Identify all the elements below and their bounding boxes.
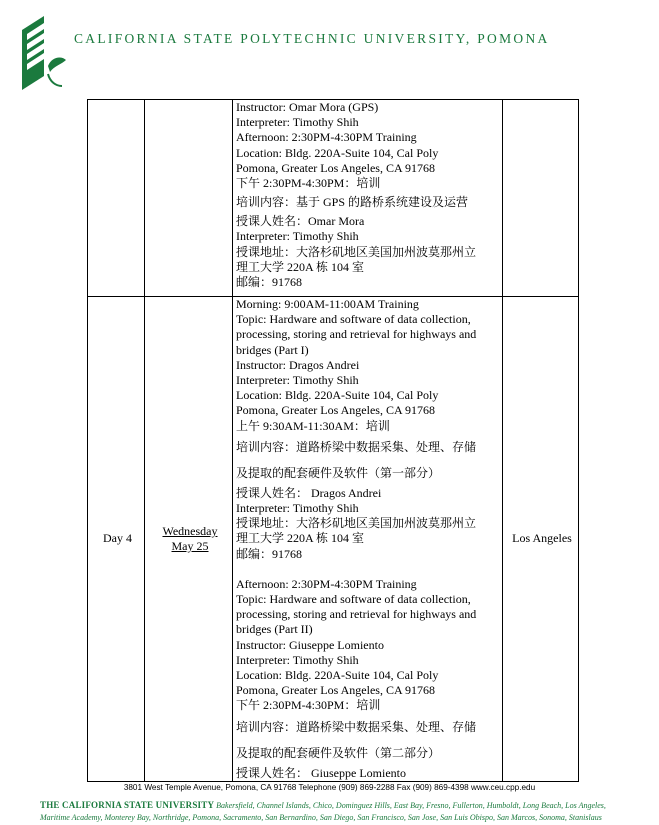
detail-line: processing, storing and retrieval for highways and <box>236 607 477 622</box>
detail-line: Topic: Hardware and software of data collection, <box>236 592 471 607</box>
detail-line: 培训内容：道路桥梁中数据采集、处理、存储 <box>236 439 477 454</box>
detail-line: Location: Bldg. 220A-Suite 104, Cal Poly <box>236 668 439 683</box>
footer-campus-list <box>40 799 620 824</box>
detail-line: Location: Bldg. 220A-Suite 104, Cal Poly <box>236 145 439 160</box>
detail-line: 及提取的配套硬件及软件（第二部分） <box>236 745 441 760</box>
detail-line: Interpreter: Timothy Shih <box>236 229 359 244</box>
detail-line: Afternoon: 2:30PM-4:30PM Training <box>236 130 417 145</box>
detail-line: Morning: 9:00AM-11:00AM Training <box>236 297 419 311</box>
location-cell: Los Angeles <box>503 297 579 782</box>
cal-poly-pomona-logo-icon <box>22 16 66 90</box>
campus-names: Bakersfield, Channel Islands, Chico, Dominguez Hills, East Bay, Fresno, Fullerton, Humboldt, Long Beach, Los Angeles, Maritime Academy, Monterey Bay, Northridge, Pomona, Sacramento, San Bernardino, San Diego, San Francisco, San Jose, San Luis Obispo, San Marcos, Sonoma, Stanislaus <box>40 801 606 822</box>
location-cell <box>503 100 579 297</box>
detail-line: Instructor: Omar Mora (GPS) <box>236 100 379 114</box>
detail-line: 上午 9:30AM-11:30AM：培训 <box>236 418 390 433</box>
date-label: May 25 <box>171 538 209 553</box>
detail-line: 授课地址：大洛杉矶地区美国加州波莫那州立 <box>236 516 477 531</box>
footer-address: 3801 West Temple Avenue, Pomona, CA 91768 Telephone (909) 869-2288 Fax (909) 869-4398 www.ceu.cpp.edu <box>123 783 536 792</box>
detail-line: 培训内容：基于 GPS 的路桥系统建设及运营 <box>236 195 469 210</box>
day-cell <box>88 100 145 297</box>
date-cell <box>145 100 233 297</box>
detail-line: 下午 2:30PM-4:30PM：培训 <box>236 176 381 191</box>
detail-line: 理工大学 220A 栋 104 室 <box>236 259 365 274</box>
detail-line: Pomona, Greater Los Angeles, CA 91768 <box>236 403 435 418</box>
detail-line: 邮编：91768 <box>236 546 303 561</box>
detail-line: Instructor: Giuseppe Lomiento <box>236 637 384 652</box>
detail-line: 下午 2:30PM-4:30PM：培训 <box>236 698 381 713</box>
details-cell <box>233 100 503 297</box>
detail-line: 授课人姓名： Giuseppe Lomiento <box>236 765 406 780</box>
details-cell <box>233 297 503 782</box>
system-name: THE CALIFORNIA STATE UNIVERSITY <box>40 800 215 810</box>
detail-line: processing, storing and retrieval for highways and <box>236 327 477 342</box>
detail-line: Interpreter: Timothy Shih <box>236 501 359 516</box>
detail-line: 邮编：91768 <box>236 275 303 290</box>
detail-line: 及提取的配套硬件及软件（第一部分） <box>236 465 441 480</box>
day-cell: Day 4 <box>88 297 145 782</box>
detail-line: Instructor: Dragos Andrei <box>236 357 360 372</box>
detail-line: bridges (Part I) <box>236 342 309 357</box>
university-title: CALIFORNIA STATE POLYTECHNIC UNIVERSITY, POMONA <box>74 31 550 46</box>
schedule-table <box>87 99 579 782</box>
detail-line: bridges (Part II) <box>236 622 313 637</box>
detail-line: Pomona, Greater Los Angeles, CA 91768 <box>236 160 435 175</box>
section-spacer <box>236 562 502 577</box>
detail-line: Interpreter: Timothy Shih <box>236 652 359 667</box>
detail-line: 培训内容：道路桥梁中数据采集、处理、存储 <box>236 719 477 734</box>
weekday-label: Wednesday <box>162 523 218 538</box>
detail-line: Pomona, Greater Los Angeles, CA 91768 <box>236 683 435 698</box>
detail-line: Location: Bldg. 220A-Suite 104, Cal Poly <box>236 388 439 403</box>
date-cell <box>145 297 233 782</box>
detail-line: 理工大学 220A 栋 104 室 <box>236 531 365 546</box>
detail-line: Topic: Hardware and software of data collection, <box>236 312 471 327</box>
table-row <box>88 297 579 782</box>
detail-line: Afternoon: 2:30PM-4:30PM Training <box>236 576 417 591</box>
detail-line: 授课人姓名： Dragos Andrei <box>236 485 382 500</box>
detail-line: 授课人姓名：Omar Mora <box>236 214 365 229</box>
table-row <box>88 100 579 297</box>
detail-line: Interpreter: Timothy Shih <box>236 373 359 388</box>
detail-line: 授课地址：大洛杉矶地区美国加州波莫那州立 <box>236 244 477 259</box>
detail-line: Interpreter: Timothy Shih <box>236 115 359 130</box>
